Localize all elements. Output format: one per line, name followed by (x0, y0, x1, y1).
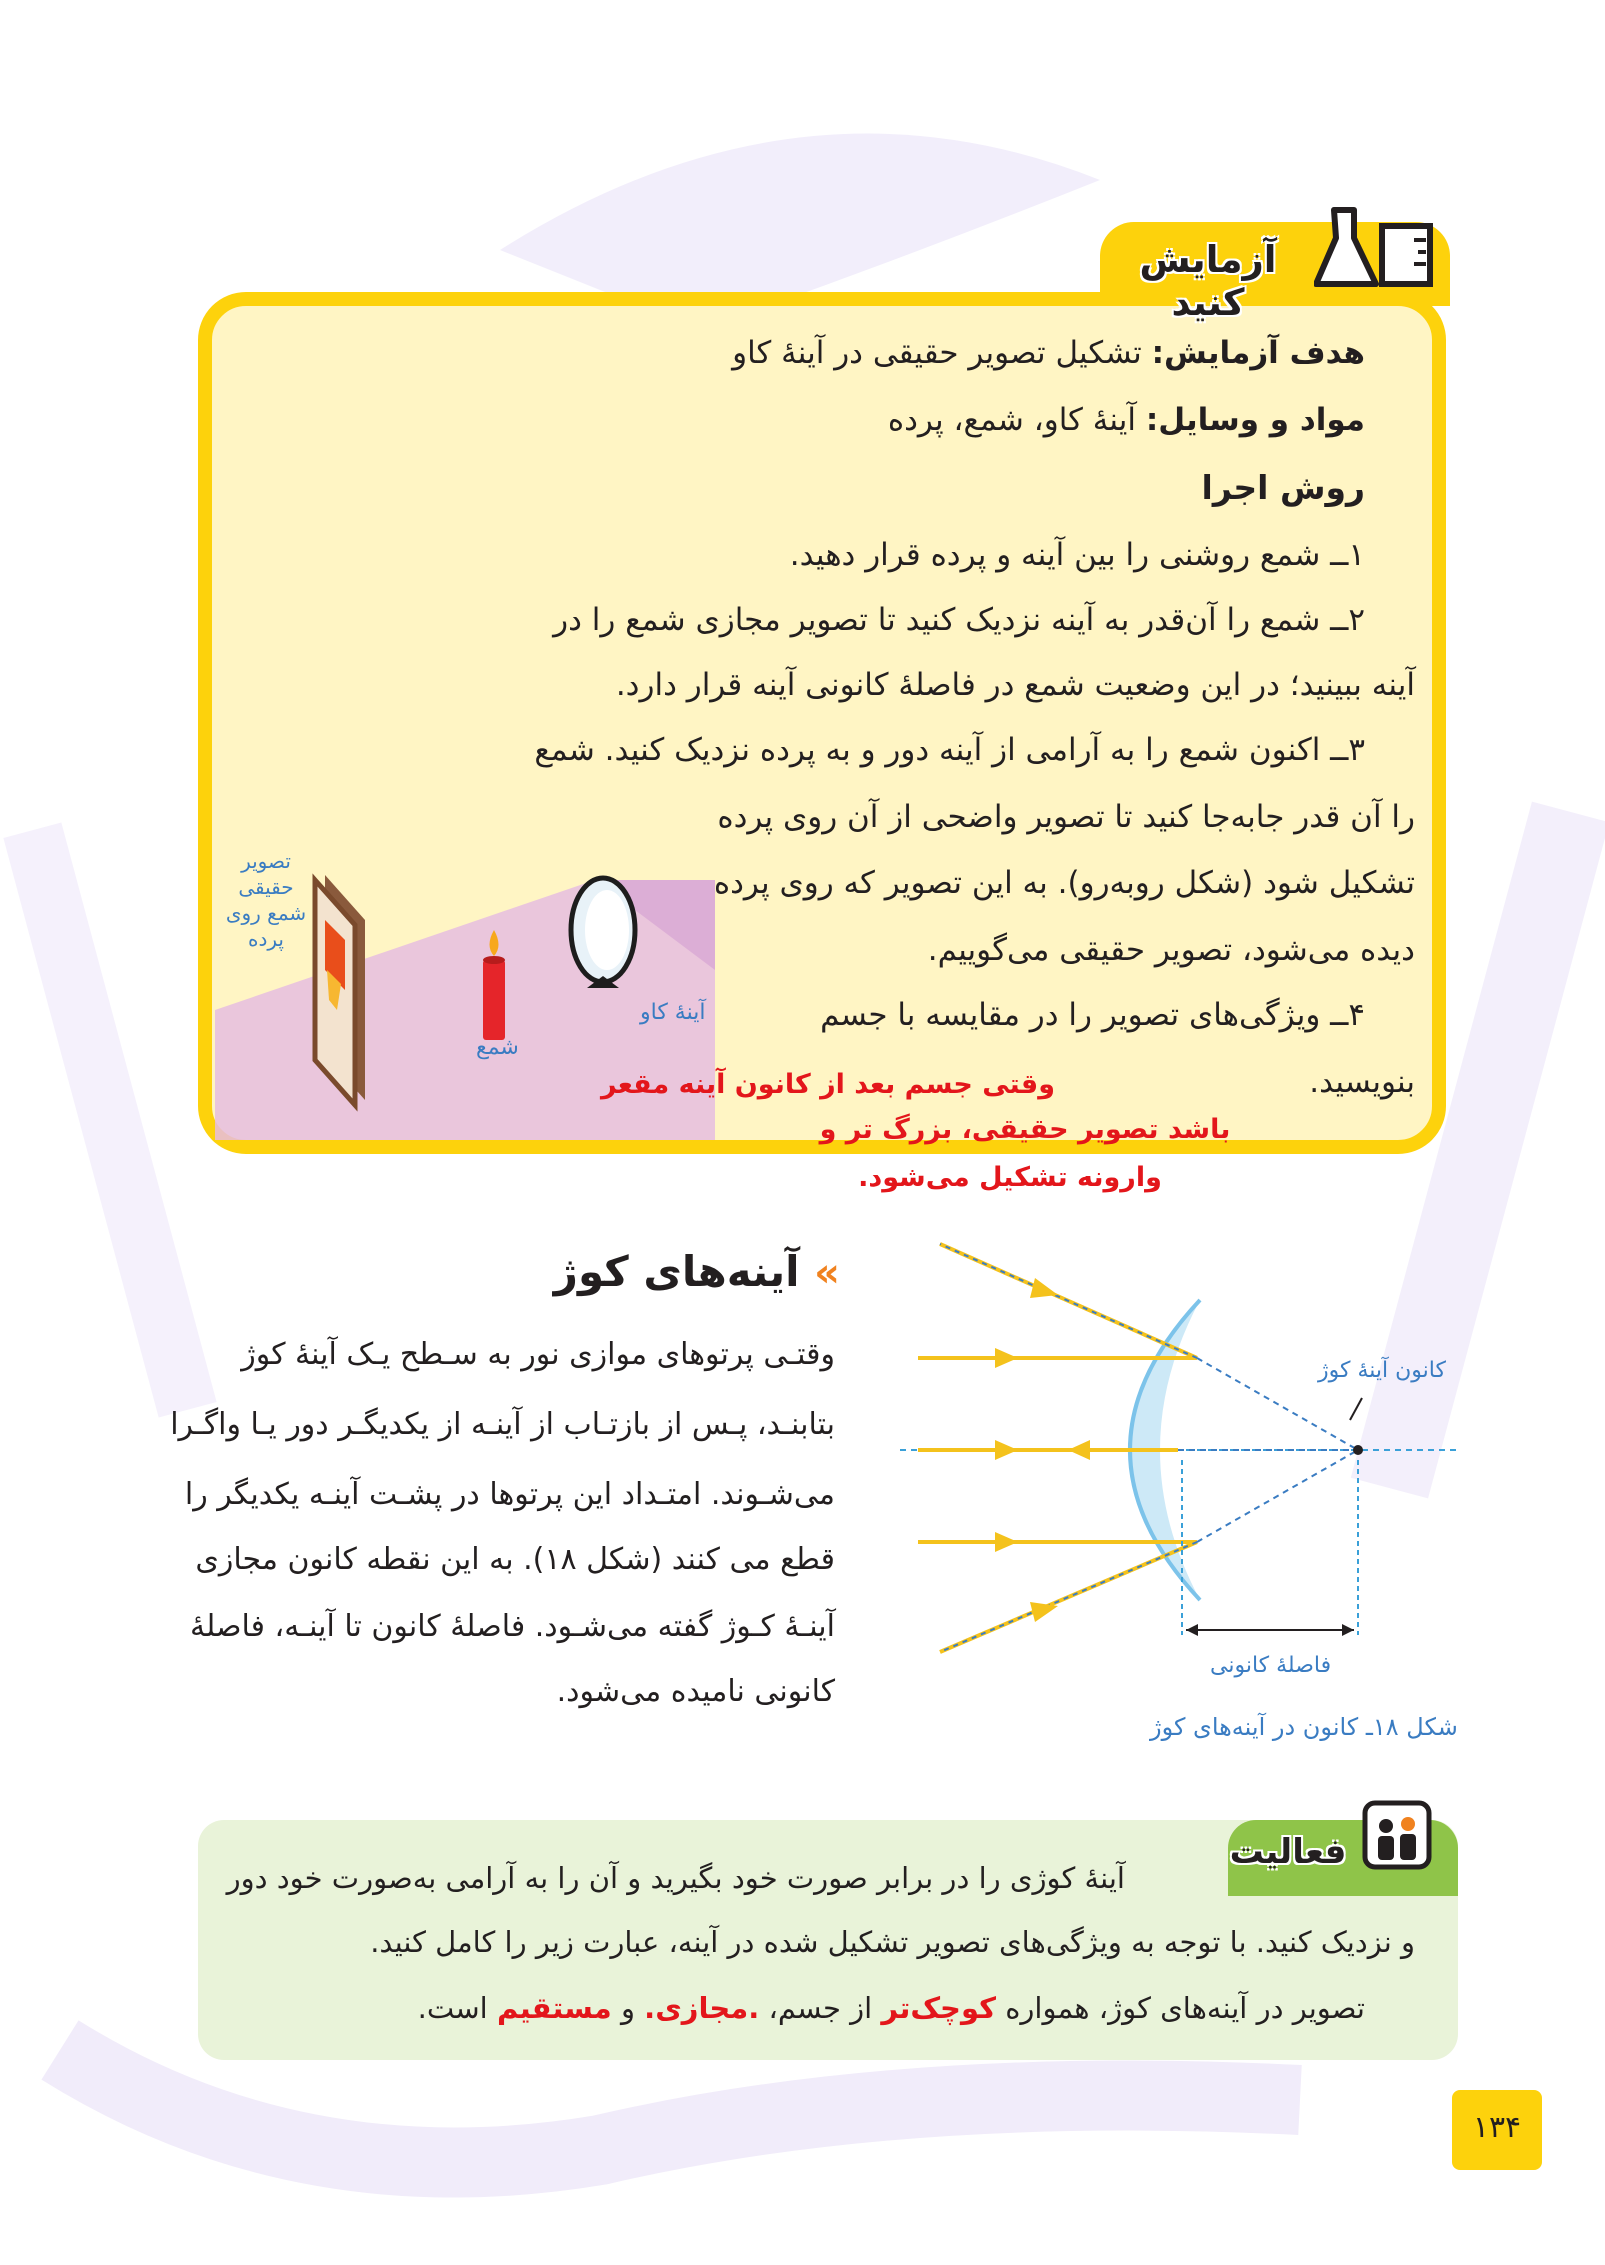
step-line: ۴ــ ویژگی‌های تصویر را در مقایسه با جسم (820, 997, 1365, 1033)
fill-text: است. (417, 1991, 488, 2025)
answer-line: وقتی جسم بعد از کانون آینه مقعر (600, 1069, 1055, 1100)
screen-label-line: پرده (248, 927, 284, 951)
step-line: بنویسید. (1309, 1064, 1415, 1100)
fill-text: از جسم، (768, 1991, 873, 2025)
section-heading-text: آینه‌های کوژ (553, 1247, 800, 1296)
activity-title: فعالیت (1229, 1832, 1347, 1872)
step-line: تشکیل شود (شکل روبه‌رو). به این تصویر که روی پرده (713, 865, 1415, 901)
step-line: ۱ــ شمع روشنی را بین آینه و پرده قرار دهید. (789, 537, 1365, 573)
activity-line: و نزدیک کنید. با توجه به ویژگی‌های تصویر تشکیل شده در آینه، عبارت زیر را کامل کنید. (370, 1925, 1415, 1959)
answer-line: وارونه تشکیل می‌شود. (858, 1162, 1162, 1193)
paragraph-line: می‌شـوند. امتـداد این پرتوها در پشـت آینـه یکدیگر را (184, 1477, 835, 1512)
answer-line: باشد تصویر حقیقی، بزرگ تر و (819, 1114, 1231, 1145)
page-number: ۱۳۴ (1472, 2110, 1522, 2145)
chevron-icon: » (814, 1250, 840, 1296)
activity-line: آینهٔ کوژی را در برابر صورت خود بگیرید و آن را به آرامی به‌صورت خود دور (226, 1861, 1125, 1895)
paragraph-line: وقتـی پرتوهای موازی نور به سـطح یـک آینهٔ کوژ (241, 1337, 835, 1372)
mirror-label: آینهٔ کاو (640, 1000, 706, 1025)
materials-label: مواد و وسایل: (1145, 402, 1365, 438)
activity-fill-line (418, 1988, 1365, 2028)
focal-length-label: فاصلهٔ کانونی (1210, 1653, 1332, 1678)
screen-label-line: تصویر (241, 849, 291, 873)
section-heading (554, 1247, 840, 1296)
materials-line (888, 400, 1365, 440)
convex-mirror-diagram (900, 1240, 1460, 1690)
paragraph-line: کانونی نامیده می‌شود. (556, 1674, 835, 1709)
concave-mirror-icon (571, 878, 635, 988)
method-heading: روش اجرا (1201, 468, 1365, 507)
materials-text: آینهٔ کاو، شمع، پرده (887, 402, 1137, 438)
goal-line (732, 333, 1365, 373)
candle-label: شمع (476, 1035, 519, 1060)
fill-answer: مستقیم (496, 1991, 612, 2025)
step-line: آینه ببینید؛ در این وضعیت شمع در فاصلهٔ کانونی آینه قرار دارد. (615, 667, 1415, 703)
paragraph-line: بتابنـد، پـس از بازتـاب از آینـه از یکدیگـر دور یـا واگـرا (170, 1407, 835, 1442)
goal-text: تشکیل تصویر حقیقی در آینهٔ کاو (732, 335, 1142, 371)
screen-icon (315, 875, 365, 1105)
goal-label: هدف آزمایش: (1151, 335, 1365, 371)
figure-caption: شکل ۱۸ـ کانون در آینه‌های کوژ (1150, 1713, 1458, 1741)
step-line: ۳ــ اکنون شمع را به آرامی از آینه دور و به پرده نزدیک کنید. شمع (534, 732, 1365, 768)
step-line: ۲ــ شمع را آن‌قدر به آینه نزدیک کنید تا تصویر مجازی شمع را در (553, 602, 1365, 638)
paragraph-line: آینـهٔ کـوژ گفته می‌شـود. فاصلهٔ کانون تا آینـه، فاصلهٔ (190, 1609, 835, 1644)
people-icon (1362, 1800, 1432, 1870)
fill-answer: کوچک‌تر (881, 1991, 996, 2025)
screen-image-label (224, 848, 308, 952)
step-line: را آن قدر جابه‌جا کنید تا تصویر واضحی از آن روی پرده (717, 799, 1415, 835)
focus-label: کانون آینهٔ کوژ (1318, 1358, 1446, 1383)
experiment-title: آزمایش کنید (1139, 238, 1277, 324)
fill-answer: .مجازی. (644, 1991, 760, 2025)
lab-beaker-icon (1314, 198, 1444, 298)
paragraph-line: قطع می کنند (شکل ۱۸). به این نقطه کانون مجازی (195, 1542, 835, 1577)
screen-label-line: حقیقی (238, 875, 294, 899)
fill-text: تصویر در آینه‌های کوژ، همواره (1005, 1991, 1365, 2025)
screen-label-line: شمع روی (225, 901, 307, 925)
step-line: دیده می‌شود، تصویر حقیقی می‌گوییم. (927, 932, 1415, 968)
fill-text: و (620, 1991, 635, 2025)
